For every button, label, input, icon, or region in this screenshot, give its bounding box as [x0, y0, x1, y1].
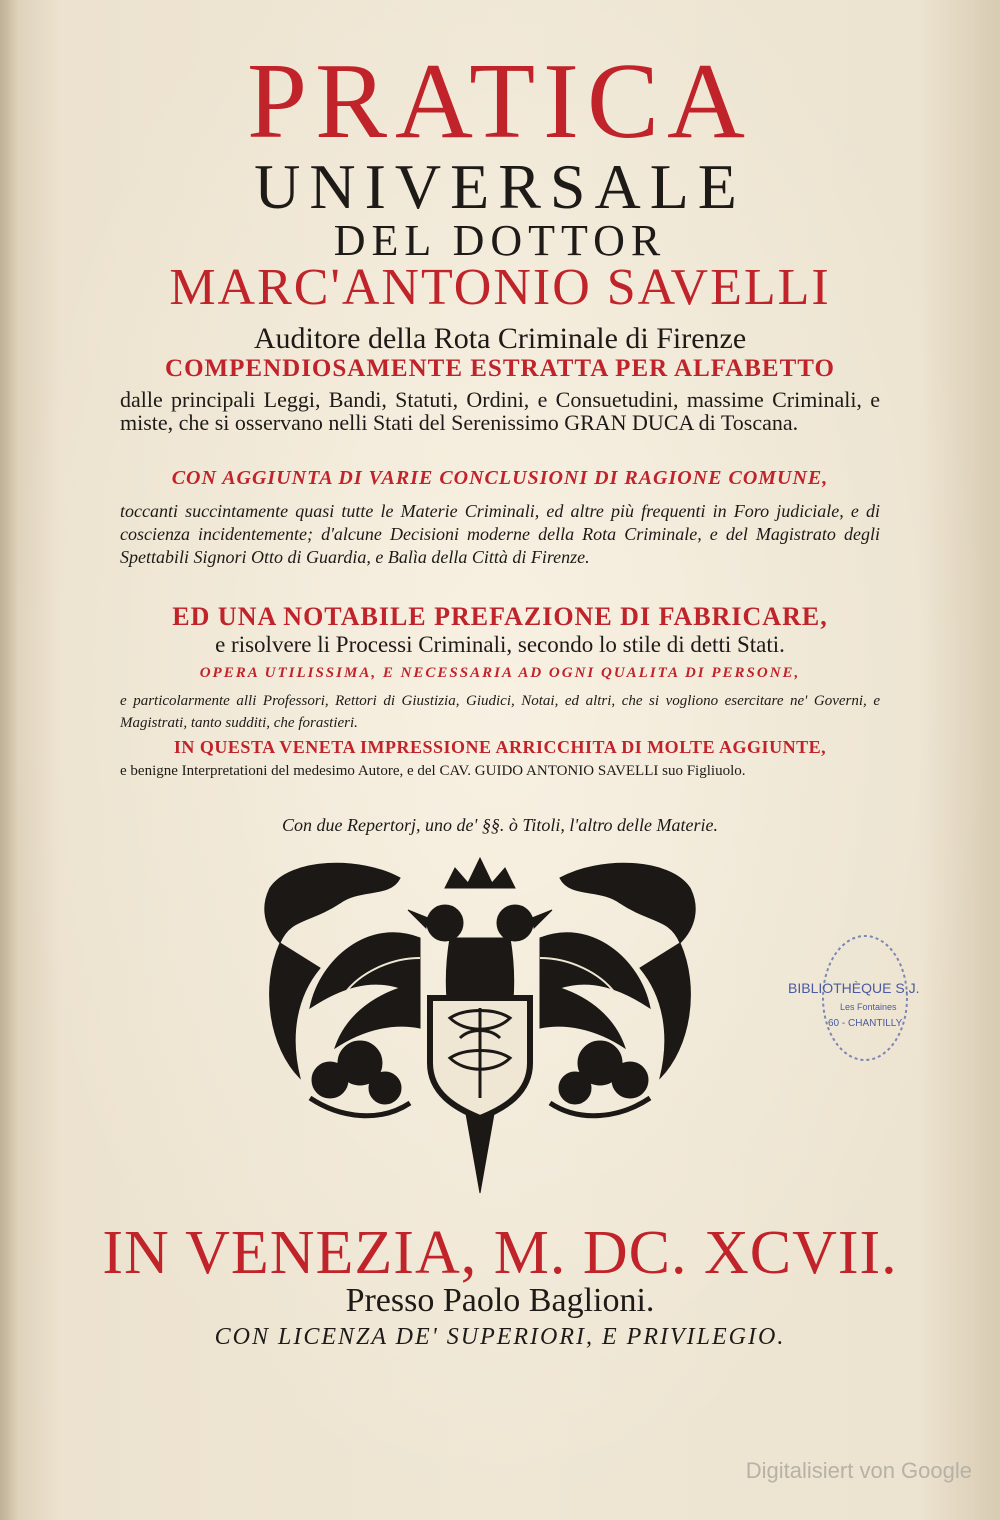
google-watermark: Digitalisiert von Google — [745, 1458, 972, 1483]
library-stamp-icon — [780, 930, 955, 1065]
aggiunta-heading: CON AGGIUNTA DI VARIE CONCLUSIONI DI RAGIONE COMUNE, — [171, 467, 829, 489]
stamp-line-2: Les Fontaines — [840, 1002, 897, 1012]
stamp-line-1: BIBLIOTHÈQUE S.J. — [788, 980, 920, 996]
leggi-paragraph: dalle principali Leggi, Bandi, Statuti, Ordini, e Consuetudini, massime Criminali, e miste, che si osservano nelli Stati del Serenissimo GRAN DUCA di Toscana. — [120, 387, 880, 435]
auditore-line: Auditore della Rota Criminale di Firenze — [253, 322, 747, 355]
imprint-place-date: IN VENEZIA, M. DC. XCVII. — [102, 1219, 898, 1287]
aggiunta-paragraph: toccanti succintamente quasi tutte le Materie Criminali, ed altre più frequenti in Foro judiciale, e di coscienza incidentemente; d'alcune Decisioni moderne della Rota Criminale, e del Magistrato degli Spettabili Signori Otto di Guardia, e Balìa della Città di Firenze. — [120, 501, 880, 567]
imprint-printer: Presso Paolo Baglioni. — [345, 1282, 655, 1319]
title-pratica: PRATICA — [246, 42, 754, 161]
compendio-line: COMPENDIOSAMENTE ESTRATTA PER ALFABETTO — [165, 355, 835, 382]
author-name: MARC'ANTONIO SAVELLI — [169, 259, 831, 316]
repertorj-line: Con due Repertorj, uno de' §§. ò Titoli, l'altro delle Materie. — [282, 815, 718, 835]
imprint-license: CON LICENZA DE' SUPERIORI, E PRIVILEGIO. — [214, 1324, 786, 1350]
opera-heading: OPERA UTILISSIMA, E NECESSARIA AD OGNI QUALITA DI PERSONE, — [199, 665, 801, 681]
printer-device-eagle-crest — [250, 848, 710, 1208]
veneta-heading: IN QUESTA VENETA IMPRESSIONE ARRICCHITA DI MOLTE AGGIUNTE, — [173, 737, 827, 757]
opera-paragraph: e particolarmente alli Professori, Rettori di Giustizia, Giudici, Notai, ed altri, che si vogliono esercitare ne' Governi, e Magistrati, tanto sudditi, che forastieri. — [120, 693, 880, 731]
prefazione-heading: ED UNA NOTABILE PREFAZIONE DI FABRICARE, — [172, 602, 828, 631]
library-stamp — [780, 930, 955, 1065]
title-universale: UNIVERSALE — [254, 151, 746, 222]
title-del-dottor: DEL DOTTOR — [333, 216, 667, 265]
veneta-paragraph: e benigne Interpretationi del medesimo Autore, e del CAV. GUIDO ANTONIO SAVELLI suo Figliuolo. — [120, 763, 746, 779]
stamp-line-3: 60 - CHANTILLY — [828, 1018, 903, 1029]
prefazione-line: e risolvere li Processi Criminali, secondo lo stile di detti Stati. — [215, 632, 785, 657]
